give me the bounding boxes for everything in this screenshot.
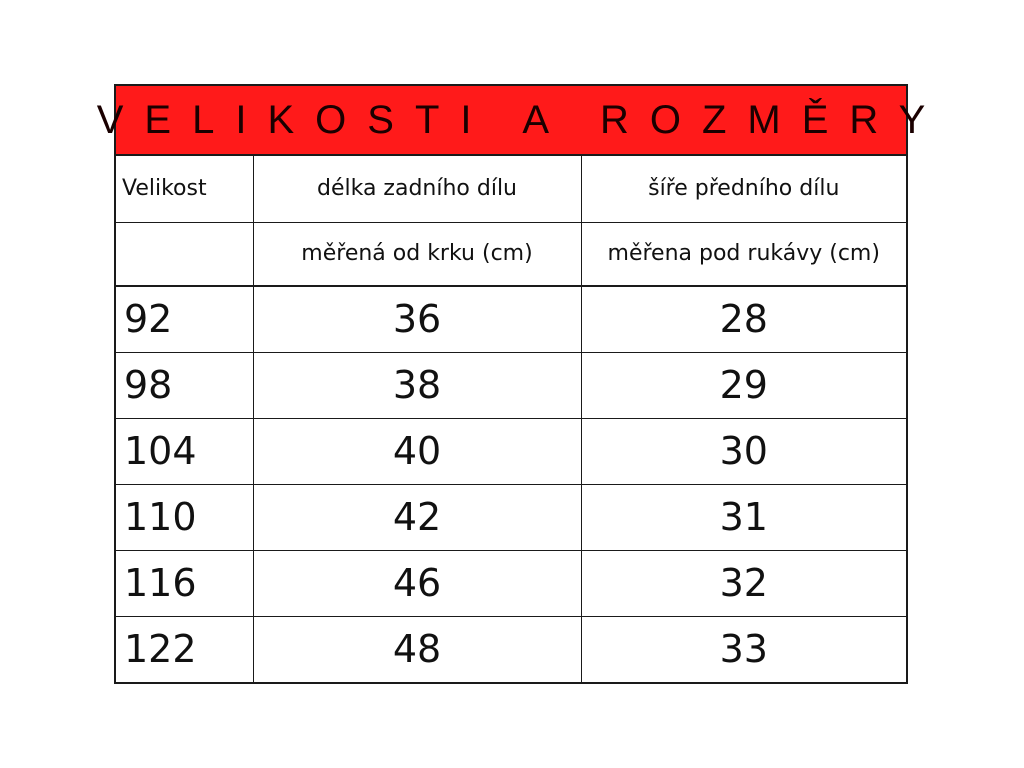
back-length-cell: 36 [253,286,581,352]
header-size-empty [116,222,253,286]
table-row [116,616,906,682]
size-cell: 92 [116,286,253,352]
header-back-length: délka zadního dílu [253,156,581,222]
front-width-cell: 33 [581,616,906,682]
back-length-cell: 38 [253,352,581,418]
back-length-cell: 40 [253,418,581,484]
front-width-cell: 30 [581,418,906,484]
size-cell: 122 [116,616,253,682]
header-size: Velikost [116,156,253,222]
table-row [116,550,906,616]
chart-title: VELIKOSTI A ROZMĚRY [96,98,947,142]
size-cell: 98 [116,352,253,418]
front-width-cell: 31 [581,484,906,550]
header-row-notes [116,222,906,286]
back-length-cell: 48 [253,616,581,682]
back-length-cell: 46 [253,550,581,616]
size-table [116,156,906,682]
size-chart [96,84,947,684]
front-width-cell: 28 [581,286,906,352]
table-row [116,484,906,550]
table-row [116,352,906,418]
back-length-cell: 42 [253,484,581,550]
header-front-width-note: měřena pod rukávy (cm) [581,222,906,286]
title-bar [96,86,947,156]
table-row [116,286,906,352]
header-back-length-note: měřená od krku (cm) [253,222,581,286]
size-cell: 110 [116,484,253,550]
header-front-width: šíře předního dílu [581,156,906,222]
header-row [116,156,906,222]
front-width-cell: 29 [581,352,906,418]
size-cell: 104 [116,418,253,484]
front-width-cell: 32 [581,550,906,616]
size-cell: 116 [116,550,253,616]
table-row [116,418,906,484]
